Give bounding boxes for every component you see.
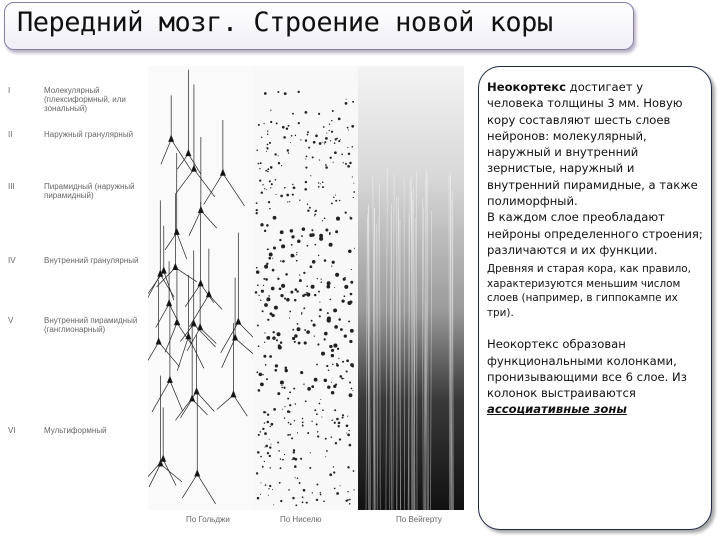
paragraph-neocortex-text: достигает у человека толщины 3 мм. Новую кору составляют шесть слоев нейронов: молекулярный, наружный и внутренний зернистые, наружный и внутренний пирамидные, а также полиморфный. <box>487 80 698 209</box>
panel-caption-weigert: По Вейгерту <box>396 515 442 524</box>
description-box <box>478 66 712 530</box>
layer-number: VI <box>8 426 16 435</box>
layer-name: Наружный гранулярный <box>44 130 134 139</box>
weigert-panel <box>358 66 464 510</box>
layer-number: I <box>8 86 11 95</box>
golgi-panel <box>148 66 253 510</box>
layer-name: Пирамидный (наружный пирамидный) <box>44 182 135 200</box>
slide-title: Передний мозг. Строение новой коры <box>17 7 553 38</box>
cortex-layers-figure <box>8 66 468 528</box>
term-neocortex: Неокортекс <box>487 80 566 94</box>
layer-name: Молекулярный (плексиформный, или зональный) <box>44 86 126 113</box>
panel-caption-golgi: По Гольджи <box>186 515 230 524</box>
term-associative-zones: ассоциативные зоны <box>487 402 627 417</box>
paragraph-columns <box>487 336 703 417</box>
title-banner <box>4 2 634 50</box>
layer-number: II <box>8 130 13 139</box>
nissl-panel <box>253 66 358 510</box>
layer-name: Внутренний гранулярный <box>44 256 139 265</box>
paragraph-neocortex-layers: В каждом слое преобладают нейроны определенного строения; различаются и их функции. <box>487 210 703 257</box>
paragraph-neocortex <box>487 79 703 258</box>
paragraph-columns-text: Неокортекс образован функциональными колонками, пронизывающими все 6 слое. Из колонок выстраиваются <box>487 337 687 401</box>
layer-number: V <box>8 316 14 325</box>
layer-labels <box>8 66 148 506</box>
layer-number: III <box>8 182 15 191</box>
layer-name: Мультиформный <box>44 426 107 435</box>
layer-name: Внутренний пирамидный (ганглионарный) <box>44 316 138 334</box>
panel-caption-nissl: По Ниселю <box>280 515 322 524</box>
paragraph-old-cortex: Древняя и старая кора, как правило, характеризуются меньшим числом слоев (например, в гиппокампе их три). <box>487 263 691 319</box>
layer-number: IV <box>8 256 16 265</box>
